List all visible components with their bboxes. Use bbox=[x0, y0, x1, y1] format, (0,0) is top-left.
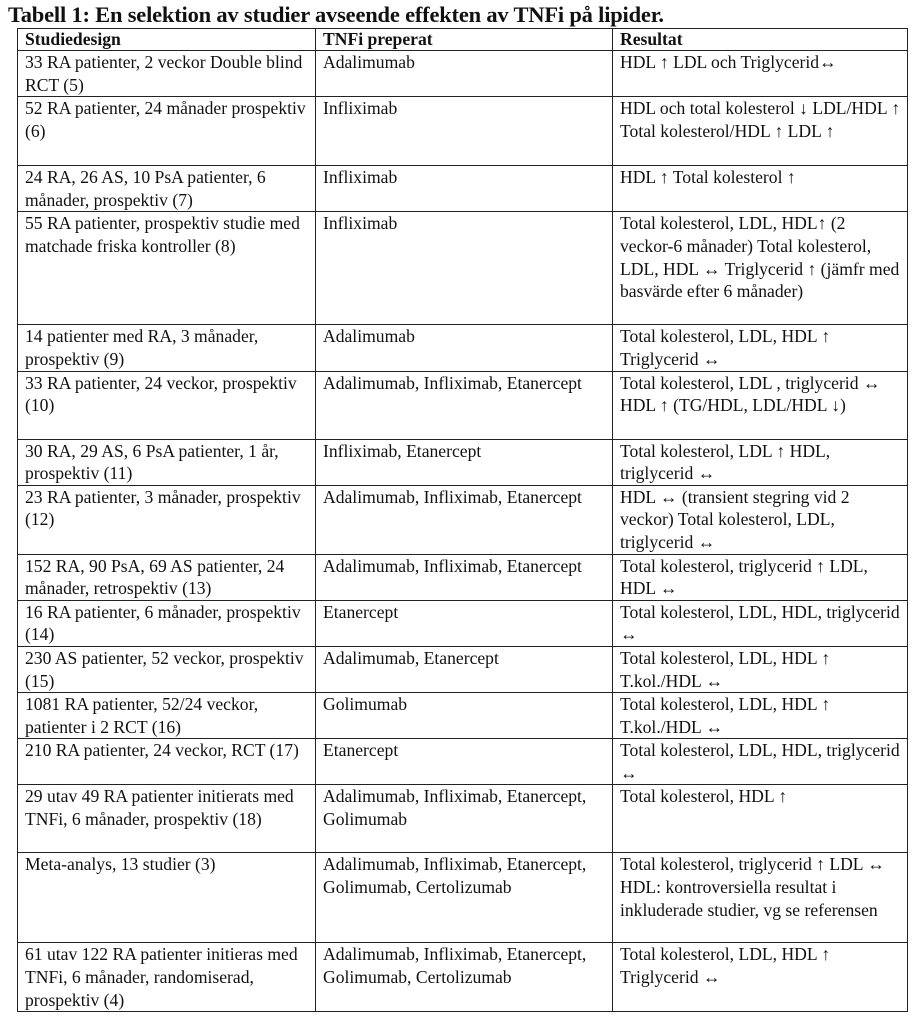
cell-tnfi-preperat: Infliximab bbox=[316, 166, 613, 212]
header-studiedesign: Studiedesign bbox=[18, 29, 316, 51]
table-row bbox=[18, 646, 908, 692]
table-row bbox=[18, 485, 908, 554]
cell-resultat: HDL ↑ LDL och Triglycerid↔ bbox=[613, 51, 908, 97]
cell-resultat: Total kolesterol, LDL, HDL ↑ Triglycerid ↔ bbox=[613, 943, 908, 1012]
cell-studiedesign: 23 RA patienter, 3 månader, prospektiv (12) bbox=[18, 485, 316, 554]
cell-studiedesign: 230 AS patienter, 52 veckor, prospektiv (15) bbox=[18, 646, 316, 692]
cell-studiedesign: Meta-analys, 13 studier (3) bbox=[18, 853, 316, 943]
cell-studiedesign: 55 RA patienter, prospektiv studie med matchade friska kontroller (8) bbox=[18, 212, 316, 325]
table-header-row bbox=[18, 29, 908, 51]
cell-tnfi-preperat: Adalimumab, Infliximab, Etanercept bbox=[316, 371, 613, 439]
cell-studiedesign: 52 RA patienter, 24 månader prospektiv (6) bbox=[18, 97, 316, 166]
cell-studiedesign: 1081 RA patienter, 52/24 veckor, patienter i 2 RCT (16) bbox=[18, 693, 316, 739]
cell-tnfi-preperat: Adalimumab, Infliximab, Etanercept, Golimumab, Certolizumab bbox=[316, 943, 613, 1012]
cell-tnfi-preperat: Adalimumab, Infliximab, Etanercept, Golimumab bbox=[316, 785, 613, 853]
cell-studiedesign: 14 patienter med RA, 3 månader, prospektiv (9) bbox=[18, 325, 316, 371]
cell-tnfi-preperat: Infliximab, Etanercept bbox=[316, 439, 613, 485]
cell-resultat: Total kolesterol, LDL , triglycerid ↔ HDL ↑ (TG/HDL, LDL/HDL ↓) bbox=[613, 371, 908, 439]
cell-studiedesign: 210 RA patienter, 24 veckor, RCT (17) bbox=[18, 739, 316, 785]
cell-resultat: Total kolesterol, triglycerid ↑ LDL ↔ HDL: kontroversiella resultat i inkluderade studier, vg se referensen bbox=[613, 853, 908, 943]
cell-tnfi-preperat: Infliximab bbox=[316, 97, 613, 166]
cell-tnfi-preperat: Adalimumab, Infliximab, Etanercept bbox=[316, 554, 613, 600]
cell-studiedesign: 33 RA patienter, 2 veckor Double blind RCT (5) bbox=[18, 51, 316, 97]
cell-studiedesign: 30 RA, 29 AS, 6 PsA patienter, 1 år, prospektiv (11) bbox=[18, 439, 316, 485]
cell-tnfi-preperat: Infliximab bbox=[316, 212, 613, 325]
table-row bbox=[18, 785, 908, 853]
table-row bbox=[18, 51, 908, 97]
table-row bbox=[18, 739, 908, 785]
cell-tnfi-preperat: Golimumab bbox=[316, 693, 613, 739]
table-row bbox=[18, 371, 908, 439]
cell-resultat: Total kolesterol, LDL, HDL, triglycerid ↔ bbox=[613, 600, 908, 646]
cell-tnfi-preperat: Adalimumab, Infliximab, Etanercept bbox=[316, 485, 613, 554]
cell-studiedesign: 33 RA patienter, 24 veckor, prospektiv (10) bbox=[18, 371, 316, 439]
table-row bbox=[18, 853, 908, 943]
cell-studiedesign: 61 utav 122 RA patienter initieras med TNFi, 6 månader, randomiserad, prospektiv (4) bbox=[18, 943, 316, 1012]
cell-resultat: HDL ↔ (transient stegring vid 2 veckor) Total kolesterol, LDL, triglycerid ↔ bbox=[613, 485, 908, 554]
table-row bbox=[18, 97, 908, 166]
header-resultat: Resultat bbox=[613, 29, 908, 51]
cell-resultat: Total kolesterol, triglycerid ↑ LDL, HDL ↔ bbox=[613, 554, 908, 600]
cell-studiedesign: 24 RA, 26 AS, 10 PsA patienter, 6 månader, prospektiv (7) bbox=[18, 166, 316, 212]
table-row bbox=[18, 166, 908, 212]
table-row bbox=[18, 693, 908, 739]
cell-tnfi-preperat: Adalimumab, Etanercept bbox=[316, 646, 613, 692]
cell-studiedesign: 152 RA, 90 PsA, 69 AS patienter, 24 månader, retrospektiv (13) bbox=[18, 554, 316, 600]
cell-tnfi-preperat: Adalimumab, Infliximab, Etanercept, Golimumab, Certolizumab bbox=[316, 853, 613, 943]
table-row bbox=[18, 325, 908, 371]
cell-tnfi-preperat: Adalimumab bbox=[316, 51, 613, 97]
header-tnfi-preperat: TNFi preperat bbox=[316, 29, 613, 51]
table-row bbox=[18, 943, 908, 1012]
cell-tnfi-preperat: Etanercept bbox=[316, 739, 613, 785]
cell-studiedesign: 29 utav 49 RA patienter initierats med TNFi, 6 månader, prospektiv (18) bbox=[18, 785, 316, 853]
table-row bbox=[18, 554, 908, 600]
cell-resultat: Total kolesterol, LDL, HDL ↑ T.kol./HDL ↔ bbox=[613, 646, 908, 692]
cell-resultat: HDL och total kolesterol ↓ LDL/HDL ↑ Total kolesterol/HDL ↑ LDL ↑ bbox=[613, 97, 908, 166]
cell-resultat: Total kolesterol, HDL ↑ bbox=[613, 785, 908, 853]
cell-resultat: Total kolesterol, LDL, HDL ↑ Triglycerid ↔ bbox=[613, 325, 908, 371]
cell-studiedesign: 16 RA patienter, 6 månader, prospektiv (14) bbox=[18, 600, 316, 646]
cell-resultat: Total kolesterol, LDL, HDL ↑ T.kol./HDL ↔ bbox=[613, 693, 908, 739]
cell-tnfi-preperat: Etanercept bbox=[316, 600, 613, 646]
table-row bbox=[18, 439, 908, 485]
cell-resultat: Total kolesterol, LDL, HDL, triglycerid ↔ bbox=[613, 739, 908, 785]
table-row bbox=[18, 600, 908, 646]
table-caption: Tabell 1: En selektion av studier avseende effekten av TNFi på lipider. bbox=[8, 2, 664, 27]
cell-resultat: HDL ↑ Total kolesterol ↑ bbox=[613, 166, 908, 212]
cell-tnfi-preperat: Adalimumab bbox=[316, 325, 613, 371]
cell-resultat: Total kolesterol, LDL ↑ HDL, triglycerid ↔ bbox=[613, 439, 908, 485]
table-body bbox=[18, 51, 908, 1012]
table-row bbox=[18, 212, 908, 325]
studies-table bbox=[17, 28, 908, 1012]
cell-resultat: Total kolesterol, LDL, HDL↑ (2 veckor-6 månader) Total kolesterol, LDL, HDL ↔ Triglycerid ↑ (jämfr med basvärde efter 6 månader) bbox=[613, 212, 908, 325]
